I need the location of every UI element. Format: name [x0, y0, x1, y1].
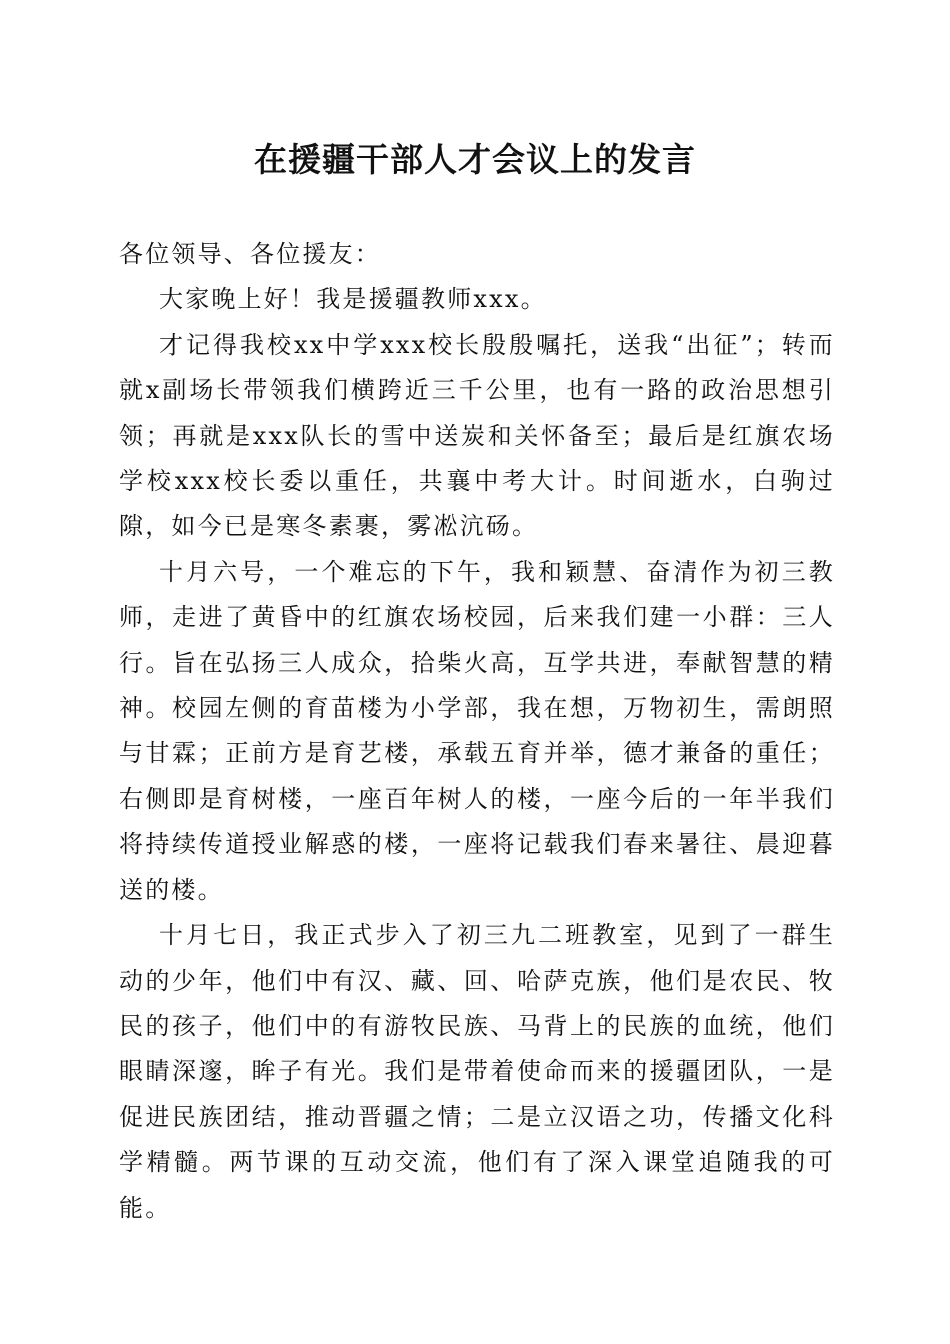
paragraph-recollection: 才记得我校xx中学xxx校长殷殷嘱托，送我“出征”；转而就x副场长带领我们横跨近三千公里，也有一路的政治思想引领；再就是xxx队长的雪中送炭和关怀备至；最后是红旗农场学校xxx校长委以重任，共襄中考大计。时间逝水，白驹过隙，如今已是寒冬素裹，雾凇沆砀。: [119, 330, 835, 541]
salutation: 各位领导、各位援友：: [119, 240, 381, 268]
document-body: [119, 232, 835, 1231]
paragraph-october-sixth: 十月六号，一个难忘的下午，我和颖慧、奋清作为初三教师，走进了黄昏中的红旗农场校园，后来我们建一小群：三人行。旨在弘扬三人成众，拾柴火高，互学共进，奉献智慧的精神。校园左侧的育苗楼为小学部，我在想，万物初生，需朗照与甘霖；正前方是育艺楼，承载五育并举，德才兼备的重任；右侧即是育树楼，一座百年树人的楼，一座今后的一年半我们将持续传道授业解惑的楼，一座将记载我们春来暑往、晨迎暮送的楼。: [119, 557, 835, 904]
paragraph-greeting: 大家晚上好！我是援疆教师xxx。: [159, 285, 547, 314]
paragraph-october-seventh: 十月七日，我正式步入了初三九二班教室，见到了一群生动的少年，他们中有汉、藏、回、哈萨克族，他们是农民、牧民的孩子，他们中的有游牧民族、马背上的民族的血统，他们眼睛深邃，眸子有光。我们是带着使命而来的援疆团队，一是促进民族团结，推动晋疆之情；二是立汉语之功，传播文化科学精髓。两节课的互动交流，他们有了深入课堂追随我的可能。: [119, 921, 835, 1222]
document-title: 在援疆干部人才会议上的发言: [254, 140, 696, 179]
